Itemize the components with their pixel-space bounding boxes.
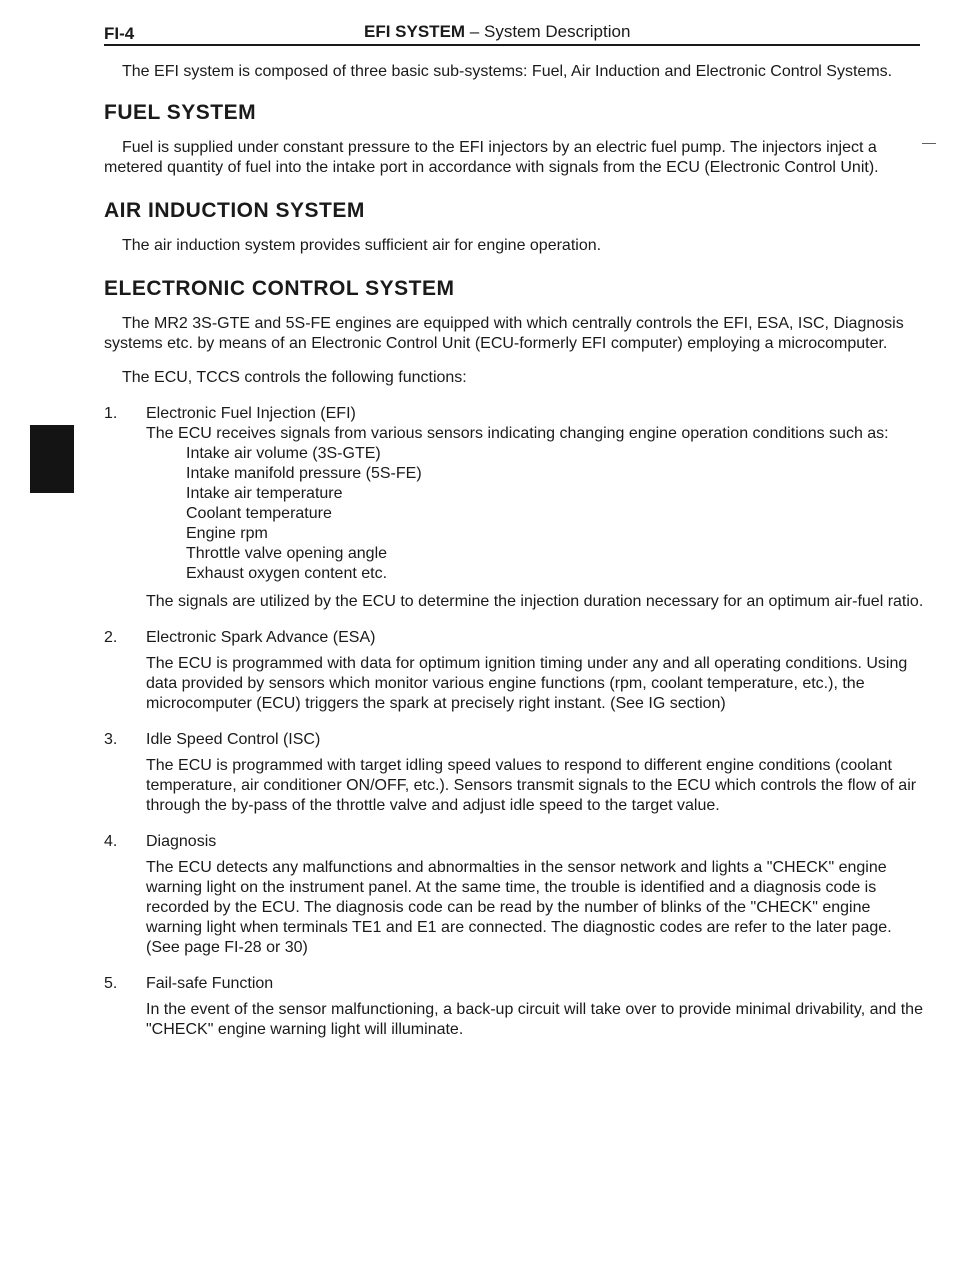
function-item xyxy=(104,628,926,714)
running-title-bold: EFI SYSTEM xyxy=(364,22,466,41)
function-number: 4. xyxy=(104,833,118,850)
function-text: The ECU is programmed with data for optimum ignition timing under any and all operating conditions. Using data provided by sensors which monitor various engine functions (rpm, coolant temperature, etc.), the microcomputer (ECU) triggers the spark at precisely right instant. (See IG section) xyxy=(146,655,908,712)
function-body xyxy=(146,974,926,1040)
page-content xyxy=(104,62,926,1056)
function-number: 2. xyxy=(104,629,118,646)
function-number: 3. xyxy=(104,731,118,748)
function-item xyxy=(104,730,926,816)
sensor-signal: Coolant temperature xyxy=(186,505,332,522)
air-induction-heading: AIR INDUCTION SYSTEM xyxy=(104,199,365,222)
function-text: In the event of the sensor malfunctioning, a back-up circuit will take over to provide minimal drivability, and the "CHECK" engine warning light will illuminate. xyxy=(146,1001,923,1038)
margin-mark: — xyxy=(922,134,936,150)
function-item xyxy=(104,832,926,958)
sensor-signal: Intake air temperature xyxy=(186,485,343,502)
function-title: Fail-safe Function xyxy=(146,975,274,992)
function-body xyxy=(146,730,926,816)
sensor-signal: Throttle valve opening angle xyxy=(186,545,388,562)
sensor-signal-list xyxy=(146,444,926,584)
function-text-after: The signals are utilized by the ECU to determine the injection duration necessary for an optimum air-fuel ratio. xyxy=(146,593,924,610)
fuel-system-heading: FUEL SYSTEM xyxy=(104,101,257,124)
function-number: 5. xyxy=(104,975,118,992)
sensor-signal: Engine rpm xyxy=(186,525,268,542)
sensor-signal: Intake air volume (3S-GTE) xyxy=(186,445,381,462)
intro-paragraph: The EFI system is composed of three basic sub-systems: Fuel, Air Induction and Electronic Control Systems. xyxy=(122,63,893,80)
running-title xyxy=(364,22,630,42)
running-title-rest: – System Description xyxy=(465,22,631,41)
sensor-signal: Intake manifold pressure (5S-FE) xyxy=(186,465,422,482)
header-rule xyxy=(104,44,920,46)
function-item xyxy=(104,404,926,612)
function-text: The ECU is programmed with target idling speed values to respond to different engine conditions (coolant temperature, air conditioner ON/OFF, etc.). Sensors transmit signals to the ECU which controls the flow of air through the by-pass of the throttle valve and adjust idle speed to the target value. xyxy=(146,757,917,814)
function-item xyxy=(104,974,926,1040)
functions-lead: The ECU, TCCS controls the following functions: xyxy=(122,369,467,386)
page-number: FI-4 xyxy=(104,24,135,43)
electronic-control-section xyxy=(104,276,926,354)
function-body xyxy=(146,628,926,714)
function-title: Electronic Fuel Injection (EFI) xyxy=(146,405,356,422)
function-text: The ECU detects any malfunctions and abnormalties in the sensor network and lights a "CHECK" engine warning light on the instrument panel. At the same time, the trouble is identified and a diagnosis code is recorded by the ECU. The diagnosis code can be read by the number of blinks of the "CHECK" engine warning light when terminals TE1 and E1 are connected. The diagnostic codes are refer to the later page. (See page FI-28 or 30) xyxy=(146,859,892,956)
function-title: Idle Speed Control (ISC) xyxy=(146,731,321,748)
function-text: The ECU receives signals from various sensors indicating changing engine operation conditions such as: xyxy=(146,425,889,442)
fuel-system-body: Fuel is supplied under constant pressure to the EFI injectors by an electric fuel pump. The injectors inject a metered quantity of fuel into the intake port in accordance with signals from the ECU (Electronic Control Unit). xyxy=(104,139,879,176)
function-title: Diagnosis xyxy=(146,833,217,850)
function-number: 1. xyxy=(104,405,118,422)
function-body xyxy=(146,832,926,958)
function-body xyxy=(146,404,926,612)
air-induction-section xyxy=(104,198,926,256)
electronic-control-body: The MR2 3S-GTE and 5S-FE engines are equipped with which centrally controls the EFI, ESA, ISC, Diagnosis systems etc. by means of an Electronic Control Unit (ECU-formerly EFI computer) employing a microcomputer. xyxy=(104,315,904,352)
electronic-control-heading: ELECTRONIC CONTROL SYSTEM xyxy=(104,277,455,300)
fuel-system-section xyxy=(104,100,926,178)
section-thumb-tab xyxy=(30,425,74,493)
sensor-signal: Exhaust oxygen content etc. xyxy=(186,565,388,582)
page-header xyxy=(104,22,920,44)
function-title: Electronic Spark Advance (ESA) xyxy=(146,629,376,646)
air-induction-body: The air induction system provides sufficient air for engine operation. xyxy=(122,237,602,254)
